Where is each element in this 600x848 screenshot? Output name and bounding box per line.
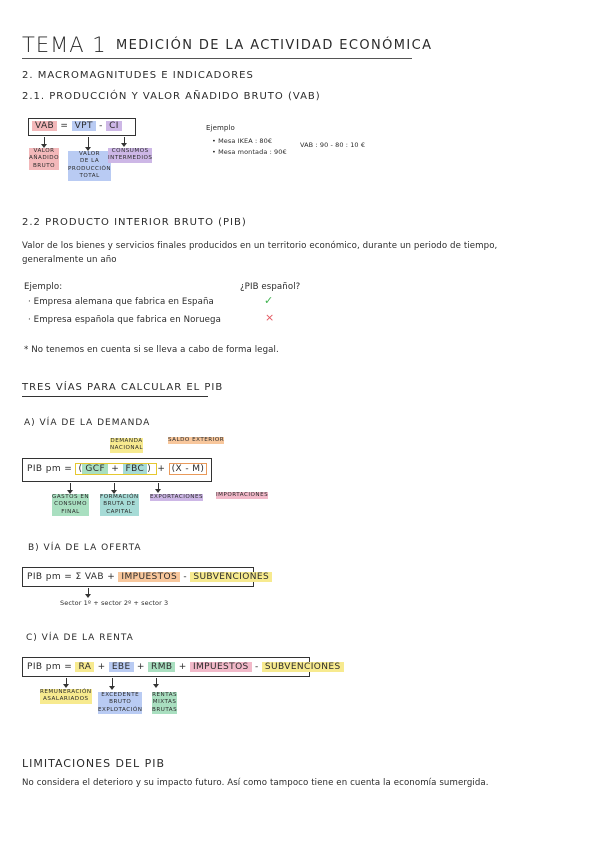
demanda-formula: PIB pm = ( GCF + FBC ) + (X - M) [27,464,207,474]
rmb-term: RMB [148,662,175,672]
cross-icon: × [265,311,275,324]
via-renta-heading: C) VÍA DE LA RENTA [26,633,134,643]
oferta-formula: PIB pm = Σ VAB + IMPUESTOS - SUBVENCIONES [27,572,272,582]
gcf-term: GCF [82,464,108,474]
arrow-down-icon [88,137,89,149]
importaciones-label: IMPORTACIONES [216,492,269,498]
ci-label: CONSUMOS INTERMEDIOS [108,148,153,162]
via-demanda-heading: A) VÍA DE LA DEMANDA [24,418,151,428]
vpt-term: VPT [72,121,96,131]
section-22-heading: 2.2 PRODUCTO INTERIOR BRUTO (PIB) [22,217,247,228]
example-item: · Empresa alemana que fabrica en España [28,297,214,307]
example-item: · Empresa española que fabrica en Noruega [28,315,221,325]
pib-question: ¿PIB español? [240,282,301,292]
page-title: TEMA 1 [22,33,107,57]
example-calc: VAB : 90 - 80 : 10 € [300,141,366,149]
saldo-exterior-label: SALDO EXTERIOR [168,437,225,443]
title-divider [22,58,412,59]
section-21-heading: 2.1. PRODUCCIÓN Y VALOR AÑADIDO BRUTO (VAB) [22,91,321,102]
example-item: • Mesa IKEA : 80€ [212,137,273,145]
limitaciones-text: No considera el deterioro y su impacto futuro. Así como tampoco tiene en cuenta la economía sumergida. [22,778,489,788]
legal-note: * No tenemos en cuenta si se lleva a cabo de forma legal. [24,345,279,355]
pib-definition-line1: Valor de los bienes y servicios finales producidos en un territorio económico, durante un periodo de tiempo, [22,241,498,251]
subvenciones-term: SUBVENCIONES [262,662,344,672]
vab-formula [32,121,122,131]
pib-pm-term: PIB pm = [27,464,73,474]
arrow-down-icon [44,137,45,146]
page-subtitle: MEDICIÓN DE LA ACTIVIDAD ECONÓMICA [116,38,433,53]
pib-definition-line2: generalmente un año [22,255,117,265]
arrow-down-icon [114,483,115,492]
impuestos-term: IMPUESTOS [190,662,252,672]
arrow-down-icon [158,483,159,491]
subvenciones-term: SUBVENCIONES [190,572,272,582]
arrow-down-icon [124,137,125,145]
equals-sign: = [60,121,69,131]
ebe-term: EBE [109,662,134,672]
example-item: • Mesa montada : 90€ [212,148,287,156]
check-icon: ✓ [264,294,274,307]
heading-underline [22,396,208,397]
demanda-nacional-label: DEMANDA NACIONAL [110,438,143,452]
demanda-nacional-group: ( GCF + FBC ) [75,463,157,475]
sectors-note: Sector 1º + sector 2º + sector 3 [60,599,169,607]
pib-pm-term: PIB pm = [27,662,73,672]
fbc-term: FBC [123,464,148,474]
ebe-label: EXCEDENTE BRUTO EXPLOTACIÓN [98,692,143,713]
arrow-down-icon [112,678,113,688]
renta-formula: PIB pm = RA + EBE + RMB + IMPUESTOS - SUBVENCIONES [27,662,344,672]
ra-term: RA [75,662,94,672]
vab-term: VAB [32,121,57,131]
arrow-down-icon [70,483,71,492]
gcf-label: GASTOS EN CONSUMO FINAL [52,494,90,515]
pib-pm-term: PIB pm = [27,572,73,582]
vpt-label: VALOR DE LA PRODUCCIÓN TOTAL [68,151,112,180]
fbc-label: FORMACIÓN BRUTA DE CAPITAL [100,494,139,515]
arrow-down-icon [156,678,157,686]
saldo-exterior-term: (X - M) [169,463,208,475]
arrow-down-icon [66,678,67,686]
impuestos-term: IMPUESTOS [118,572,180,582]
limitaciones-heading: LIMITACIONES DEL PIB [22,757,166,770]
example-title: Ejemplo [206,124,235,132]
minus-sign: - [99,121,103,131]
section-2-heading: 2. MACROMAGNITUDES E INDICADORES [22,70,254,81]
ci-term: CI [106,121,122,131]
sum-vab-term: Σ VAB + [75,572,116,582]
example-label: Ejemplo: [24,282,63,292]
tres-vias-heading: TRES VÍAS PARA CALCULAR EL PIB [22,382,224,393]
ra-label: REMUNERACIÓN ASALARIADOS [40,689,92,703]
arrow-down-icon [88,588,89,596]
via-oferta-heading: B) VÍA DE LA OFERTA [28,543,142,553]
vab-label: VALOR AÑADIDO BRUTO [29,148,60,169]
rmb-label: RENTAS MIXTAS BRUTAS [152,692,178,713]
exportaciones-label: EXPORTACIONES [150,494,204,500]
